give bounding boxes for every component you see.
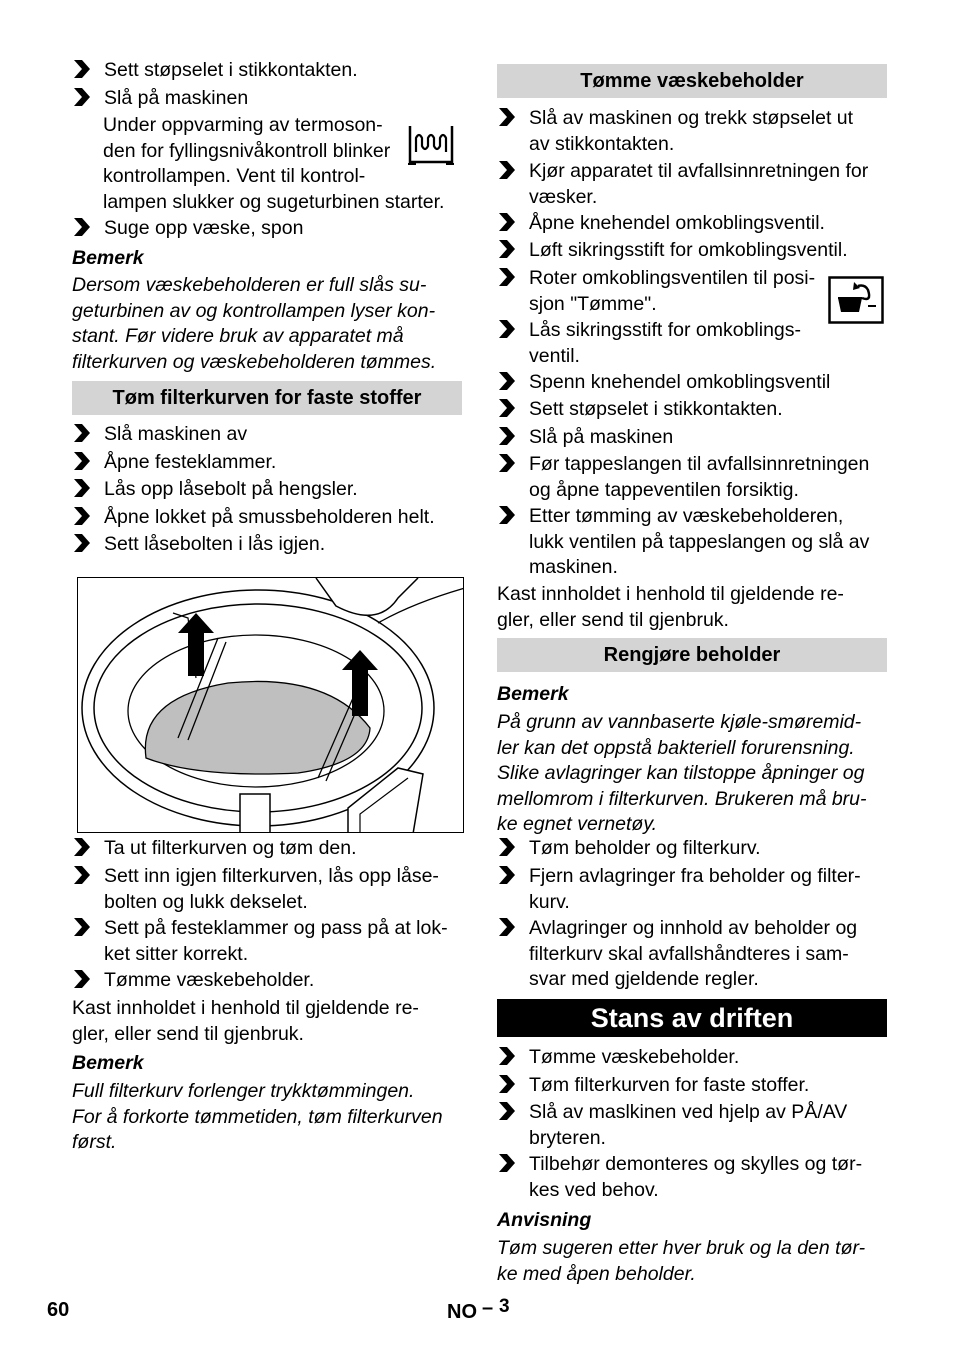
arrow-right-icon bbox=[497, 238, 519, 260]
step-text: Åpne lokket på smussbeholderen helt. bbox=[104, 506, 435, 528]
disposal-text: Kast innholdet i henhold til gjeldende re- gler, eller send til gjenbruk. bbox=[72, 997, 419, 1045]
arrow-right-icon bbox=[72, 968, 94, 990]
step-text: Slå maskinen av bbox=[104, 423, 248, 445]
arrow-right-icon bbox=[497, 864, 519, 886]
arrow-right-icon bbox=[497, 504, 519, 526]
arrow-right-icon bbox=[497, 1152, 519, 1174]
step-text: Sett låsebolten i lås igjen. bbox=[104, 533, 326, 555]
note-title: Bemerk bbox=[72, 1052, 144, 1074]
step-text: Tøm filterkurven for faste stoffer. bbox=[529, 1074, 810, 1096]
note-text: Dersom væskebeholderen er full slås su- geturbinen av og kontrollampen lyser kon- stant. Før videre bruk av apparatet må filterkurven og væskebeholderen tømmes. bbox=[72, 274, 437, 373]
note-title: Bemerk bbox=[497, 683, 569, 705]
step-text: Suge opp væske, spon bbox=[104, 217, 304, 239]
step-text: Sett støpselet i stikkontakten. bbox=[529, 398, 783, 420]
arrow-right-icon bbox=[72, 450, 94, 472]
arrow-right-icon bbox=[72, 86, 94, 108]
step-text: Slå på maskinen bbox=[104, 87, 249, 109]
arrow-right-icon bbox=[72, 216, 94, 238]
sub-page-number: 3 bbox=[499, 1296, 510, 1317]
arrow-right-icon bbox=[497, 1100, 519, 1122]
arrow-right-icon bbox=[497, 425, 519, 447]
arrow-right-icon bbox=[72, 836, 94, 858]
step-text: Lås opp låsebolt på hengsler. bbox=[104, 478, 358, 500]
step-text: Sett inn igjen filterkurven, lås opp låse- bolten og lukk dekselet. bbox=[104, 865, 439, 913]
arrow-right-icon bbox=[72, 916, 94, 938]
note-text: Full filterkurv forlenger trykktømmingen. For å forkorte tømmetiden, tøm filterkurven først. bbox=[72, 1080, 443, 1153]
step-text: Slå av maskinen og trekk støpselet ut av stikkontakten. bbox=[529, 107, 854, 155]
step-text: Tilbehør demonteres og skylles og tør- kes ved behov. bbox=[529, 1153, 863, 1201]
arrow-right-icon bbox=[497, 318, 519, 340]
step-text: Ta ut filterkurven og tøm den. bbox=[104, 837, 357, 859]
arrow-right-icon bbox=[497, 916, 519, 938]
arrow-right-icon bbox=[497, 836, 519, 858]
arrow-right-icon bbox=[497, 1045, 519, 1067]
step-text: Tømme væskebeholder. bbox=[104, 969, 315, 991]
language-code: NO bbox=[447, 1301, 477, 1323]
section-heading: Tøm filterkurven for faste stoffer bbox=[72, 381, 462, 415]
arrow-right-icon bbox=[72, 477, 94, 499]
step-text: Slå av maslkinen ved hjelp av PÅ/AV bryteren. bbox=[529, 1101, 848, 1149]
step-text: Åpne knehendel omkoblingsventil. bbox=[529, 212, 825, 234]
arrow-right-icon bbox=[497, 452, 519, 474]
hint-text: Tøm sugeren etter hver bruk og la den tør- ke med åpen beholder. bbox=[497, 1237, 866, 1285]
disposal-text: Kast innholdet i henhold til gjeldende re- gler, eller send til gjenbruk. bbox=[497, 583, 844, 631]
arrow-right-icon bbox=[497, 1073, 519, 1095]
step-text: Spenn knehendel omkoblingsventil bbox=[529, 371, 831, 393]
step-text: Avlagringer og innhold av beholder og filterkurv skal avfallshåndteres i sam- svar med gjeldende regler. bbox=[529, 917, 858, 990]
step-text: Fjern avlagringer fra beholder og filter- kurv. bbox=[529, 865, 861, 913]
step-text: Åpne festeklammer. bbox=[104, 451, 277, 473]
arrow-right-icon bbox=[72, 58, 94, 80]
note-text: På grunn av vannbaserte kjøle-smøremid- ler kan det oppstå bakteriell forurensning. Slike avlagringer kan tilstoppe åpninger og mellomrom i filterkurven. Brukeren må bru- ke egnet vernetøy. bbox=[497, 711, 867, 835]
arrow-right-icon bbox=[497, 159, 519, 181]
page-number: 60 bbox=[47, 1299, 70, 1321]
step-text: Løft sikringsstift for omkoblingsventil. bbox=[529, 239, 848, 261]
step-text: Etter tømming av væskebeholderen, lukk ventilen på tappeslangen og slå av maskinen. bbox=[529, 505, 870, 578]
arrow-right-icon bbox=[72, 422, 94, 444]
note-title: Bemerk bbox=[72, 247, 144, 269]
arrow-right-icon bbox=[497, 106, 519, 128]
heating-note: Under oppvarming av termoson- den for fyllingsnivåkontroll blinker kontrollampen. Vent til kontrol- lampen slukker og sugeturbinen starter. bbox=[103, 114, 445, 213]
arrow-right-icon bbox=[497, 370, 519, 392]
section-heading: Rengjøre beholder bbox=[497, 638, 887, 672]
step-text: Kjør apparatet til avfallsinnretningen for væsker. bbox=[529, 160, 869, 208]
arrow-right-icon bbox=[497, 397, 519, 419]
step-text: Tøm beholder og filterkurv. bbox=[529, 837, 761, 859]
heating-coil-icon bbox=[408, 124, 454, 176]
step-text: Sett støpselet i stikkontakten. bbox=[104, 59, 358, 81]
arrow-right-icon bbox=[497, 211, 519, 233]
step-text: Sett på festeklammer og pass på at lok- ket sitter korrekt. bbox=[104, 917, 448, 965]
section-heading: Tømme væskebeholder bbox=[497, 64, 887, 98]
arrow-right-icon bbox=[72, 864, 94, 886]
step-text: Roter omkoblingsventilen til posi- sjon "Tømme". bbox=[529, 267, 816, 315]
step-text: Tømme væskebeholder. bbox=[529, 1046, 740, 1068]
arrow-right-icon bbox=[72, 505, 94, 527]
arrow-right-icon bbox=[497, 266, 519, 288]
step-text: Før tappeslangen til avfallsinnretningen og åpne tappeventilen forsiktig. bbox=[529, 453, 870, 501]
filter-basket-illustration bbox=[77, 577, 464, 833]
hint-title: Anvisning bbox=[497, 1209, 592, 1231]
step-text: Lås sikringsstift for omkoblings- ventil. bbox=[529, 319, 802, 367]
chapter-heading: Stans av driften bbox=[497, 999, 887, 1037]
step-text: Slå på maskinen bbox=[529, 426, 674, 448]
arrow-right-icon bbox=[72, 532, 94, 554]
footer-dash: – bbox=[482, 1297, 494, 1319]
